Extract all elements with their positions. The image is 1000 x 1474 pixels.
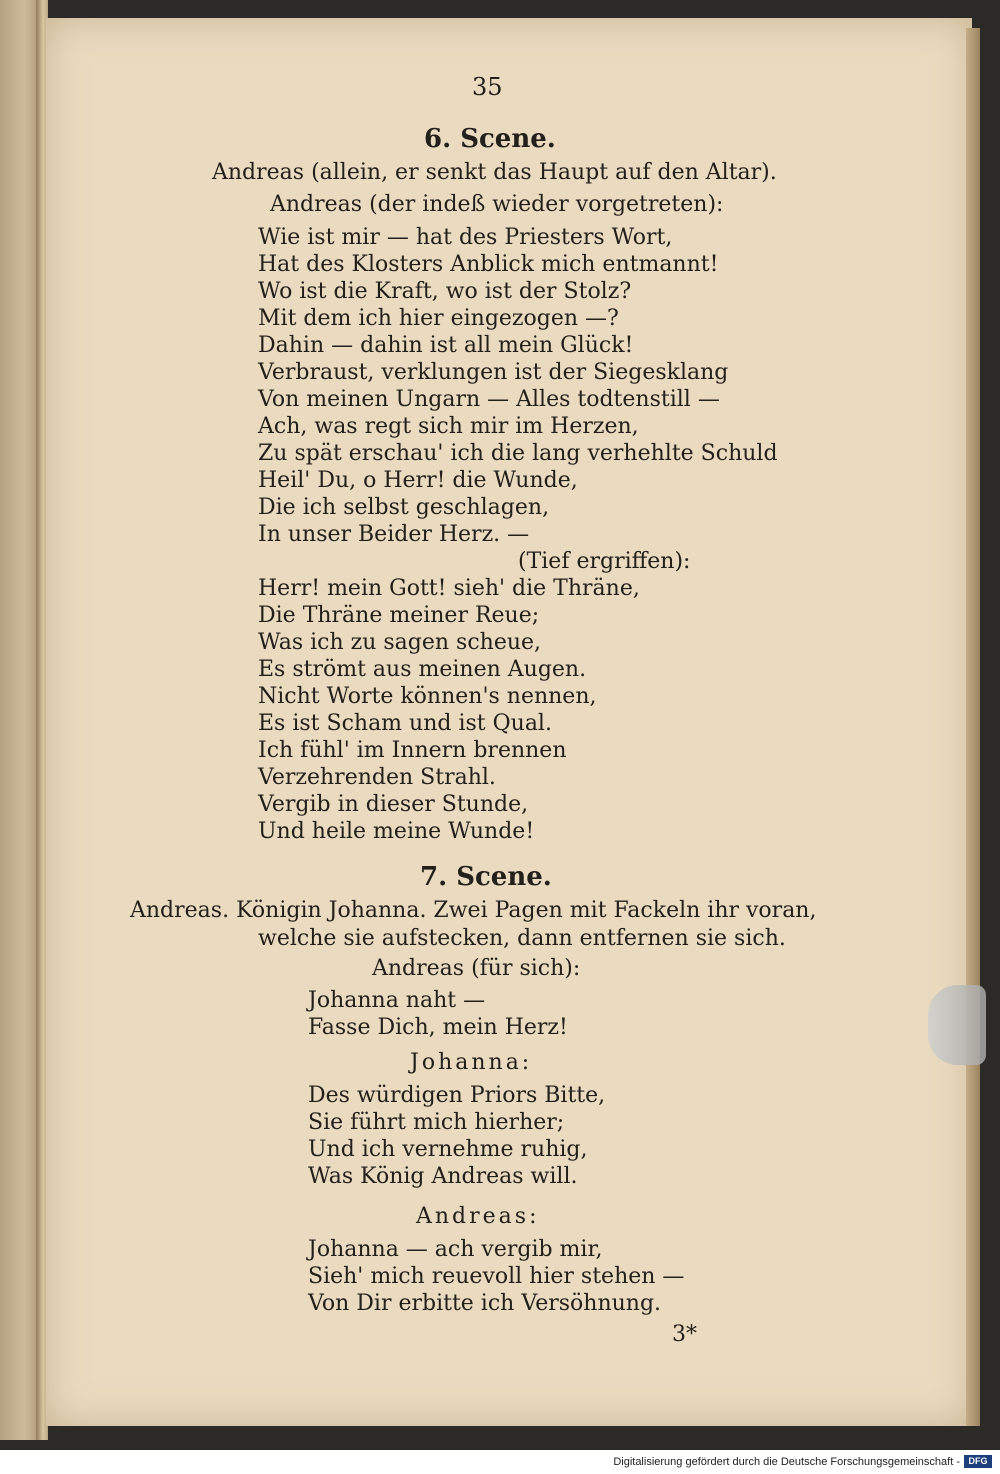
verse-line: Es strömt aus meinen Augen.	[258, 657, 587, 682]
verse-line: Wo ist die Kraft, wo ist der Stolz?	[258, 279, 632, 304]
verse-line: Vergib in dieser Stunde,	[258, 792, 529, 817]
verse-line: Verbraust, verklungen ist der Siegesklang	[258, 360, 729, 385]
verse-line: Und heile meine Wunde!	[258, 819, 535, 844]
verse-line: Von Dir erbitte ich Versöhnung.	[308, 1291, 662, 1316]
verse-line: Ach, was regt sich mir im Herzen,	[258, 414, 639, 439]
scene-6-speaker-cue: Andreas (der indeß wieder vorgetreten):	[270, 192, 724, 217]
speaker-cue: Johanna:	[410, 1050, 533, 1075]
verse-line: Verzehrenden Strahl.	[258, 765, 496, 790]
verse-line: Heil' Du, o Herr! die Wunde,	[258, 468, 578, 493]
verse-line: Was König Andreas will.	[308, 1164, 578, 1189]
signature-mark: 3*	[672, 1322, 697, 1347]
page-edge	[966, 28, 980, 1426]
verse-line: Fasse Dich, mein Herz!	[308, 1015, 568, 1040]
verse-line: Die Thräne meiner Reue;	[258, 603, 540, 628]
scene-6-title: 6. Scene.	[424, 124, 556, 154]
bookmark-clip	[928, 985, 986, 1065]
scene-6-direction: Andreas (allein, er senkt das Haupt auf den Altar).	[212, 160, 777, 185]
verse-line: Zu spät erschau' ich die lang verhehlte Schuld	[258, 441, 778, 466]
verse-line: Die ich selbst geschlagen,	[258, 495, 550, 520]
verse-line: Johanna — ach vergib mir,	[308, 1237, 603, 1262]
speaker-cue: Andreas:	[416, 1204, 540, 1229]
verse-line: Dahin — dahin ist all mein Glück!	[258, 333, 634, 358]
verse-line: Herr! mein Gott! sieh' die Thräne,	[258, 576, 640, 601]
scene-7-direction: Andreas. Königin Johanna. Zwei Pagen mit Fackeln ihr voran,	[130, 898, 817, 923]
verse-line: Johanna naht —	[308, 988, 486, 1013]
page-number: 35	[472, 73, 503, 101]
verse-line: Was ich zu sagen scheue,	[258, 630, 542, 655]
verse-line: Von meinen Ungarn — Alles todtenstill —	[258, 387, 720, 412]
scene-7-title: 7. Scene.	[420, 862, 552, 892]
verse-line: Wie ist mir — hat des Priesters Wort,	[258, 225, 673, 250]
stage-note: (Tief ergriffen):	[518, 549, 691, 574]
verse-line: Mit dem ich hier eingezogen —?	[258, 306, 619, 331]
verse-line: Sie führt mich hierher;	[308, 1110, 565, 1135]
verse-line: Hat des Klosters Anblick mich entmannt!	[258, 252, 719, 277]
verse-line: Und ich vernehme ruhig,	[308, 1137, 588, 1162]
verse-line: In unser Beider Herz. —	[258, 522, 530, 547]
verse-line: Nicht Worte können's nennen,	[258, 684, 597, 709]
verse-line: Ich fühl' im Innern brennen	[258, 738, 567, 763]
speaker-cue: Andreas (für sich):	[372, 956, 581, 981]
footer-credit: Digitalisierung gefördert durch die Deutsche Forschungsgemeinschaft -	[613, 1456, 960, 1468]
verse-line: Es ist Scham und ist Qual.	[258, 711, 552, 736]
scene-7-direction-cont: welche sie aufstecken, dann entfernen sie sich.	[258, 926, 786, 951]
dfg-logo: DFG	[964, 1455, 992, 1468]
verse-line: Des würdigen Priors Bitte,	[308, 1083, 606, 1108]
verse-line: Sieh' mich reuevoll hier stehen —	[308, 1264, 685, 1289]
